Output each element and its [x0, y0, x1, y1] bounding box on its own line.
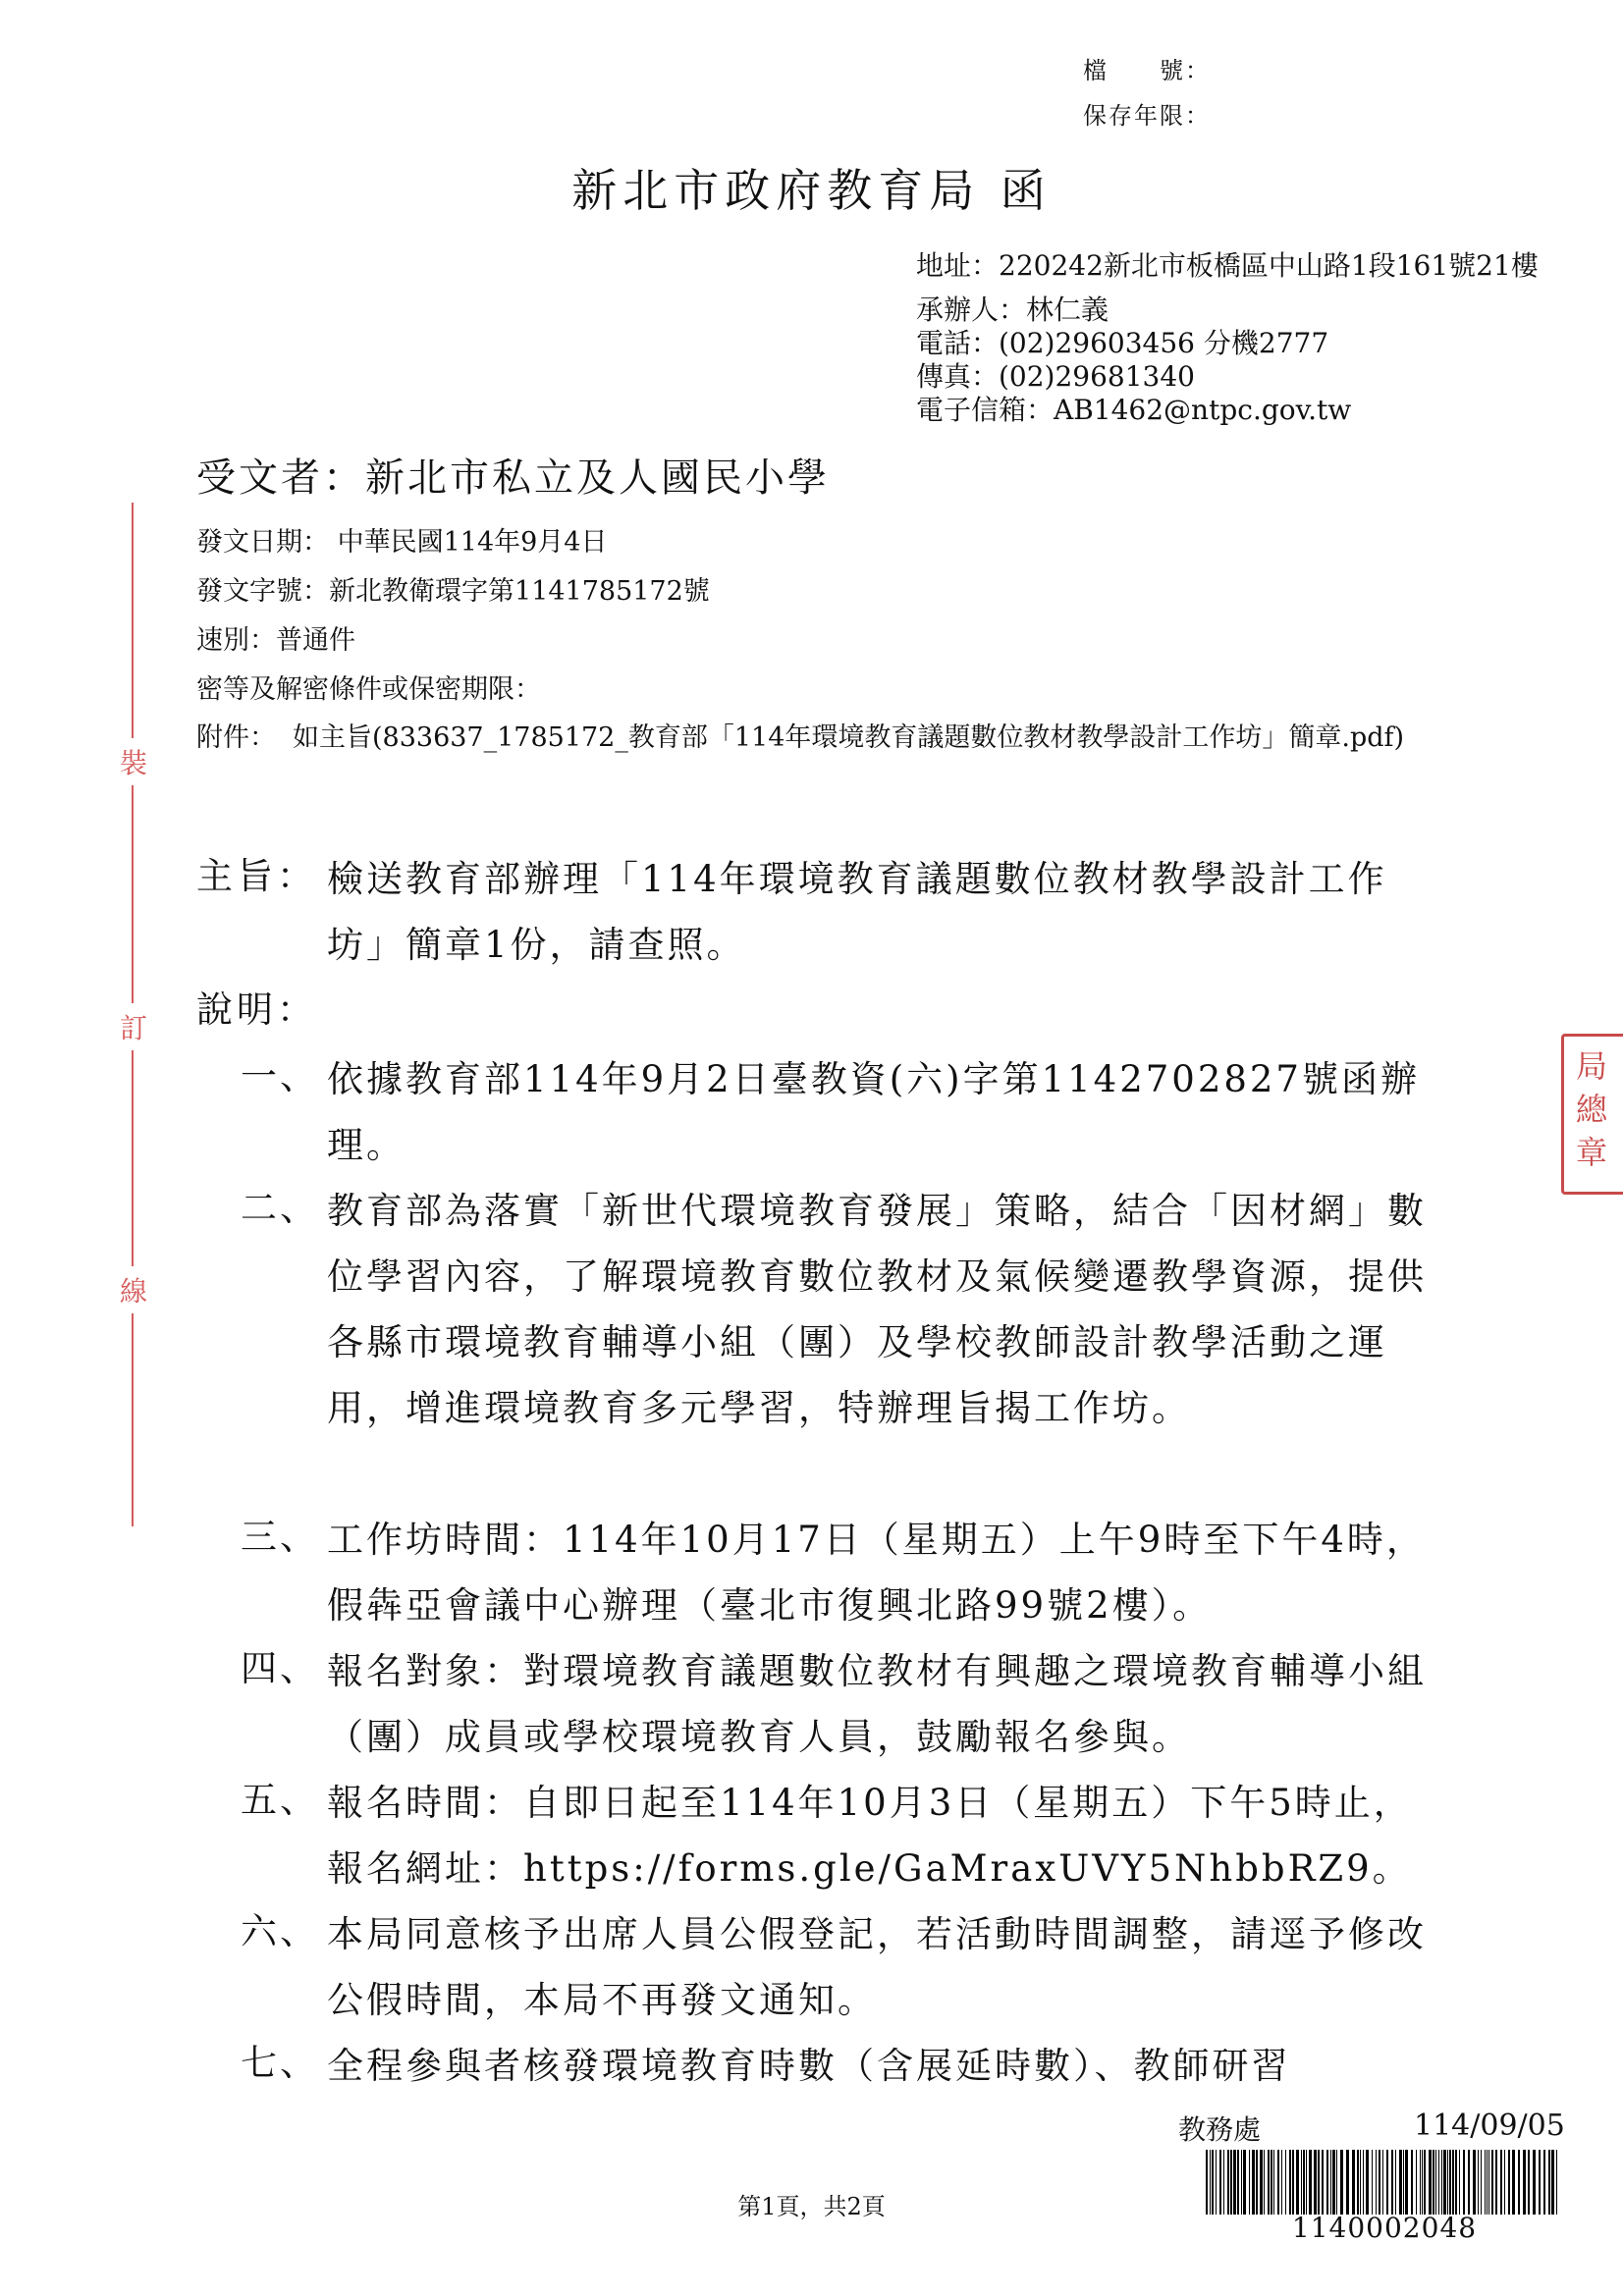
barcode-number: 1140002048 [1291, 2212, 1478, 2244]
received-date: 114/09/05 [1414, 2109, 1565, 2143]
item-text: 報名對象：對環境教育議題數位教材有興趣之環境教育輔導小組（團）成員或學校環境教育人員，鼓勵報名參與。 [327, 1650, 1427, 1758]
binding-char: 裝 [120, 738, 147, 785]
item-number: 四、 [241, 1647, 319, 1689]
contact-address: 地址：220242新北市板橋區中山路1段161號21樓 [916, 249, 1539, 282]
issue-number: 發文字號：新北教衛環字第1141785172號 [196, 576, 710, 607]
attachment-label: 附件： [196, 722, 276, 753]
item-number: 五、 [241, 1779, 319, 1821]
item-text: 工作坊時間：114年10月17日（星期五）上午9時至下午4時，假犇亞會議中心辦理（臺北市復興北路99號2樓）。 [327, 1519, 1426, 1627]
retention-label: 保存年限： [1083, 102, 1211, 130]
contact-handler: 承辦人：林仁義 [916, 294, 1109, 326]
item-number: 六、 [241, 1910, 319, 1952]
speed: 速別：普通件 [196, 625, 355, 656]
item-text: 報名時間：自即日起至114年10月3日（星期五）下午5時止，報名網址：https://forms.gle/GaMraxUVY5NhbbRZ9。 [327, 1782, 1413, 1890]
stamp-char: 章 [1576, 1134, 1608, 1171]
recipient: 受文者：新北市私立及人國民小學 [196, 455, 830, 501]
page-number: 第1頁，共2頁 [737, 2193, 886, 2220]
file-number-label: 檔 號： [1083, 57, 1211, 84]
contact-email: 電子信箱：AB1462@ntpc.gov.tw [916, 394, 1352, 426]
binding-char: 線 [120, 1266, 147, 1313]
item-text: 全程參與者核發環境教育時數（含展延時數）、教師研習 [327, 2045, 1291, 2087]
receiving-dept: 教務處 [1178, 2113, 1262, 2146]
contact-phone: 電話：(02)29603456 分機2777 [916, 327, 1329, 359]
stamp-char: 局 [1576, 1047, 1608, 1085]
seal-stamp [1561, 1034, 1623, 1195]
explanation-label: 說明： [196, 988, 317, 1031]
binding-char: 訂 [120, 1003, 147, 1050]
attachment-link[interactable]: 如主旨(833637_1785172_教育部「114年環境教育議題數位教材教學設計工作坊」簡章.pdf) [293, 722, 1405, 753]
item-number: 七、 [241, 2042, 319, 2084]
item-text: 本局同意核予出席人員公假登記，若活動時間調整，請逕予修改公假時間，本局不再發文通知。 [327, 1913, 1427, 2021]
issue-date: 發文日期： 中華民國114年9月4日 [196, 527, 608, 558]
subject-text: 檢送教育部辦理「114年環境教育議題數位教材教學設計工作坊」簡章1份，請查照。 [327, 858, 1387, 966]
item-text: 依據教育部114年9月2日臺教資(六)字第1142702827號函辦理。 [327, 1058, 1420, 1166]
item-number: 一、 [241, 1055, 319, 1097]
stamp-char: 總 [1576, 1091, 1608, 1128]
item-number: 二、 [241, 1187, 319, 1229]
contact-fax: 傳真：(02)29681340 [916, 360, 1195, 393]
item-number: 三、 [241, 1516, 319, 1558]
document-title: 新北市政府教育局 函 [571, 164, 1052, 217]
item-text: 教育部為落實「新世代環境教育發展」策略，結合「因材網」數位學習內容，了解環境教育數位教材及氣候變遷教學資源，提供各縣市環境教育輔導小組（團）及學校教師設計教學活動之運用，增進環境教育多元學習，特辦理旨揭工作坊。 [327, 1190, 1427, 1429]
security-level: 密等及解密條件或保密期限： [196, 674, 541, 705]
subject-label: 主旨： [196, 855, 317, 897]
